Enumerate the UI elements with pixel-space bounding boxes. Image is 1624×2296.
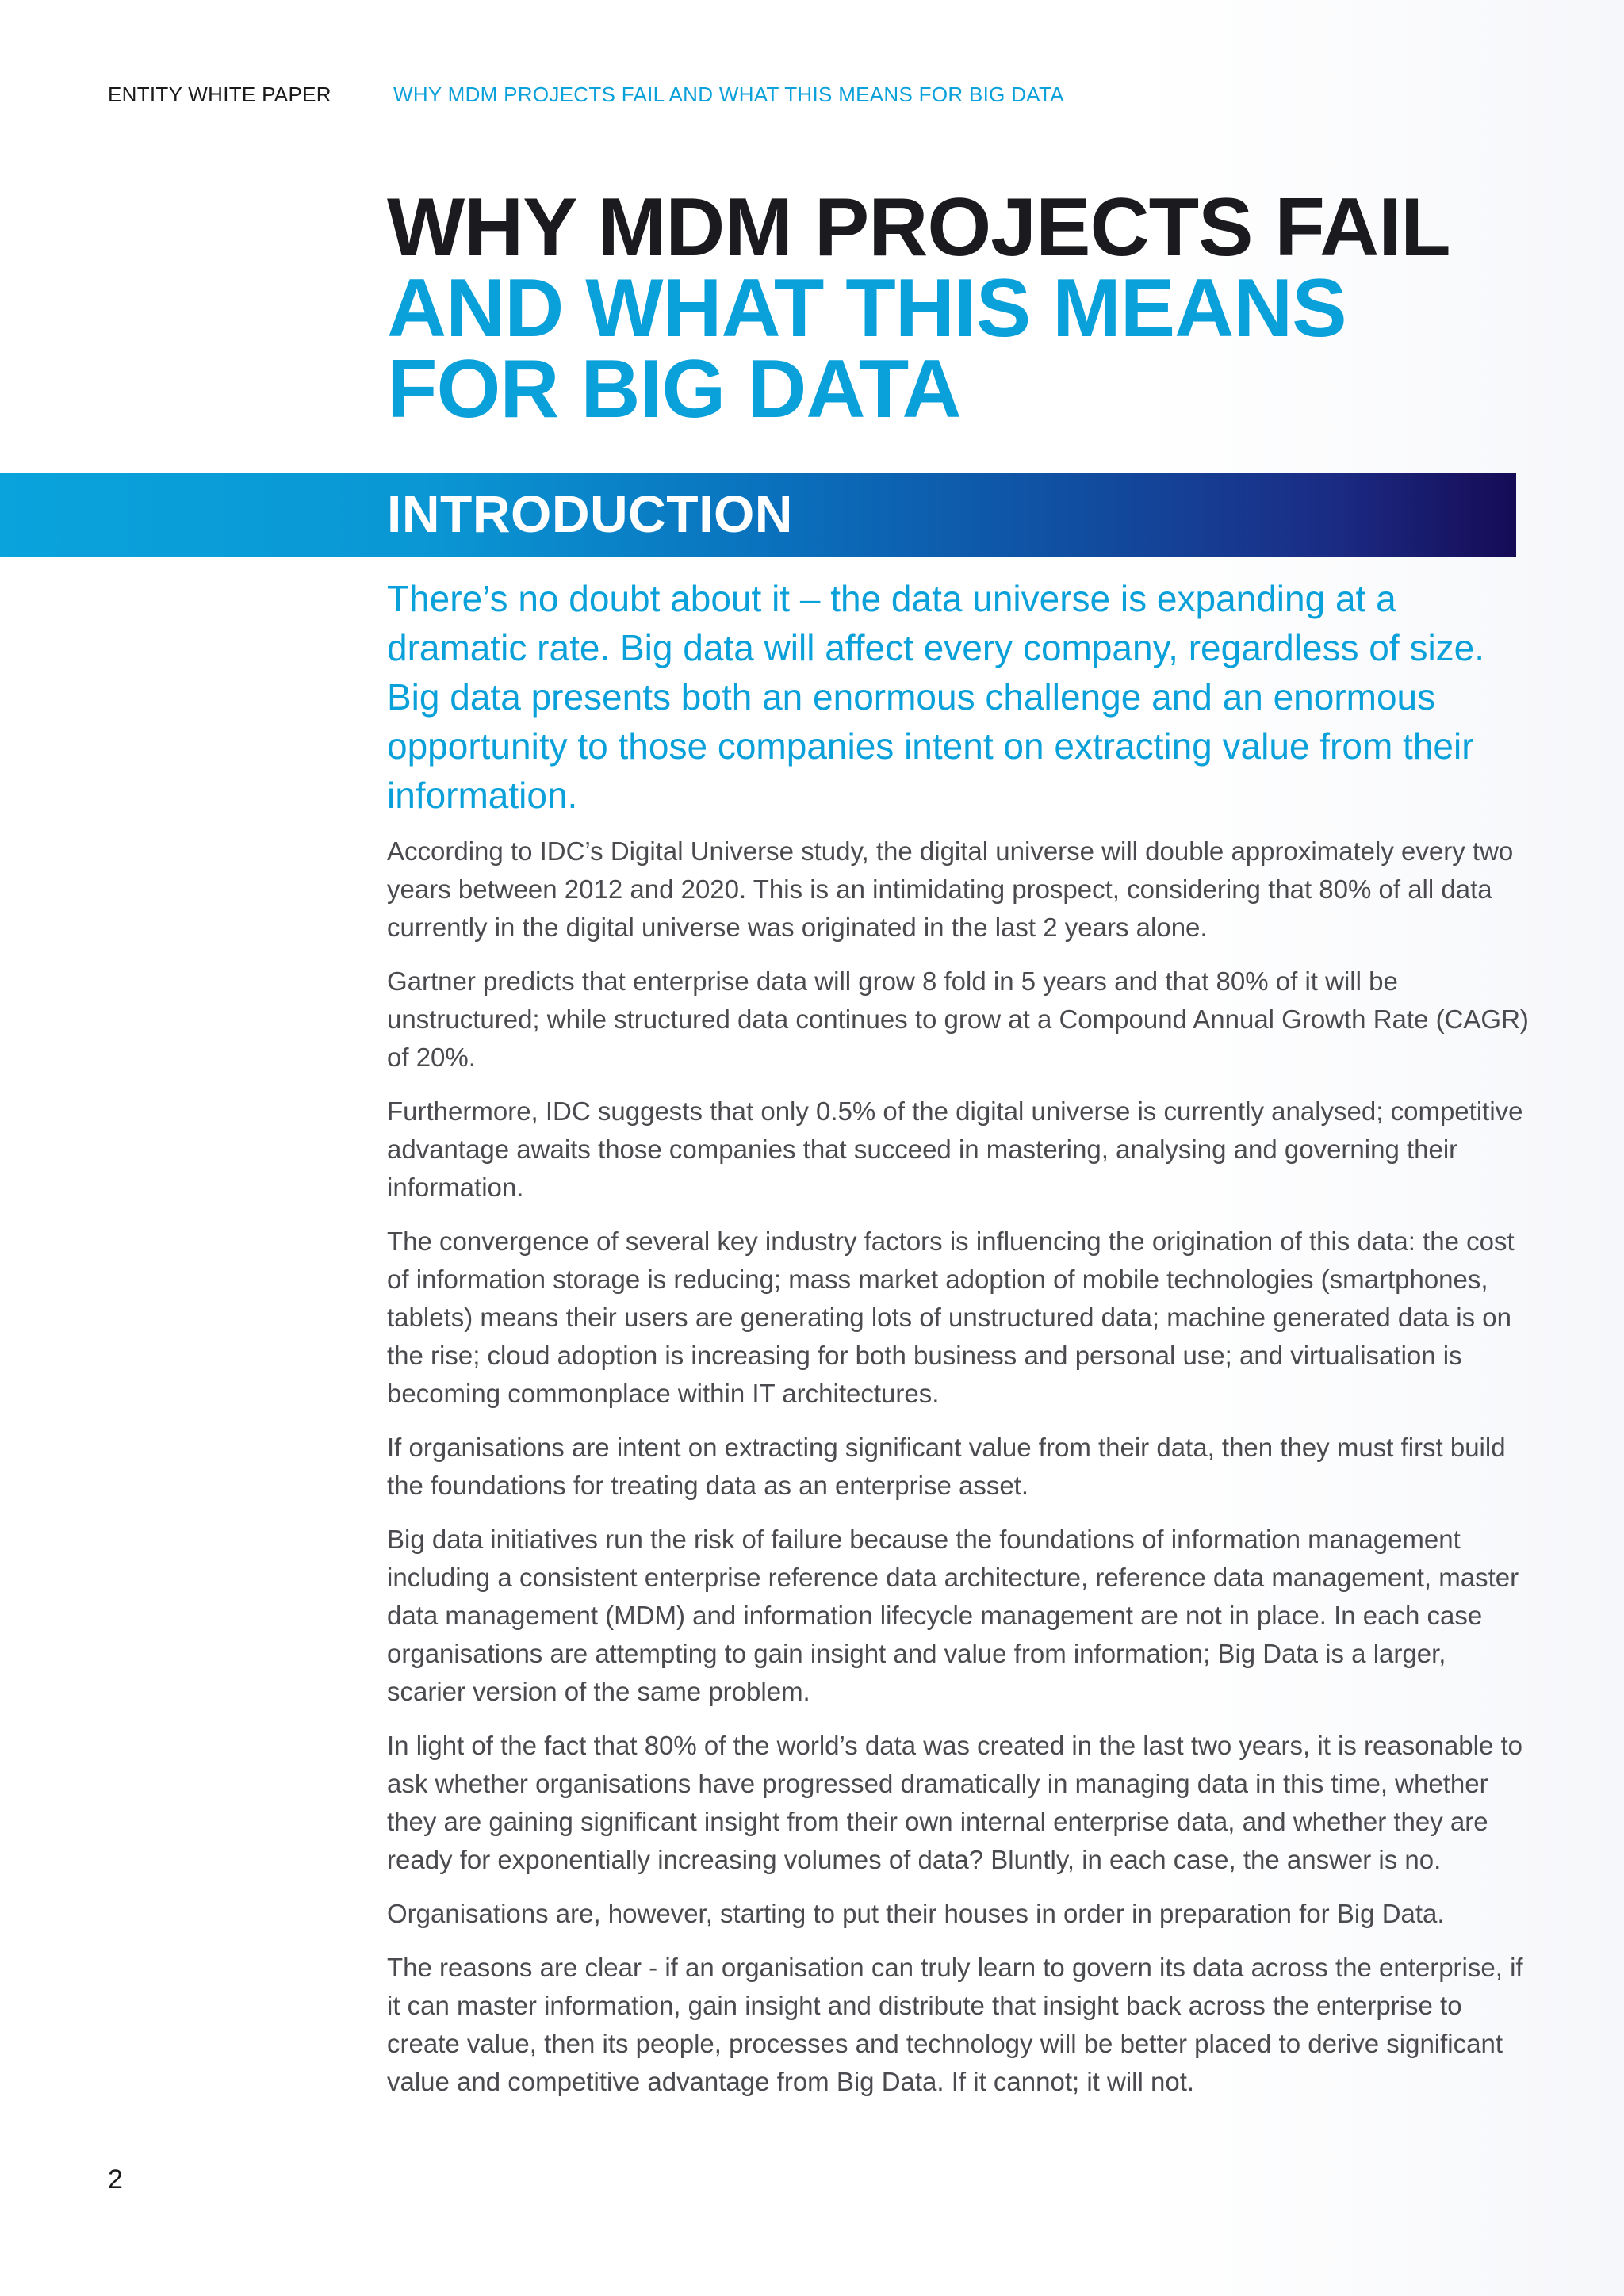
body-paragraph: According to IDC’s Digital Universe study, the digital universe will double approximately every two years between 2012 and 2020. This is an intimidating prospect, considering that 80% of all data currently in the digital universe was originated in the last 2 years alone. xyxy=(387,836,1514,942)
body-paragraph: Organisations are, however, starting to put their houses in order in preparation for Big Data. xyxy=(387,1899,1445,1928)
running-header xyxy=(108,82,1064,107)
body-paragraph: Gartner predicts that enterprise data will grow 8 fold in 5 years and that 80% of it will be unstructured; while structured data continues to grow at a Compound Annual Growth Rate (CAGR) of 20%. xyxy=(387,966,1529,1072)
body-paragraph: The reasons are clear - if an organisation can truly learn to govern its data across the enterprise, if it can master information, gain insight and distribute that insight back across the enterprise to create value, then its people, processes and technology will be better placed to derive significant value and competitive advantage from Big Data. If it cannot; it will not. xyxy=(387,1953,1523,2096)
title-line-1: WHY MDM PROJECTS FAIL xyxy=(387,182,1450,274)
body-paragraph: Big data initiatives run the risk of failure because the foundations of information management including a consistent enterprise reference data architecture, reference data management, master data management (MDM) and information lifecycle management are not in place. In each case organisations are attempting to gain insight and value from information; Big Data is a larger, scarier version of the same problem. xyxy=(387,1525,1519,1706)
document-type-label: ENTITY WHITE PAPER xyxy=(108,82,331,106)
introduction-body xyxy=(387,574,1529,2117)
running-section-title: WHY MDM PROJECTS FAIL AND WHAT THIS MEANS FOR BIG DATA xyxy=(393,82,1064,106)
page-title xyxy=(387,182,1545,435)
body-paragraph: If organisations are intent on extracting significant value from their data, then they must first build the foundations for treating data as an enterprise asset. xyxy=(387,1433,1506,1500)
introduction-banner xyxy=(0,473,1516,557)
introduction-heading: INTRODUCTION xyxy=(387,484,793,543)
body-paragraph: In light of the fact that 80% of the world’s data was created in the last two years, it is reasonable to ask whether organisations have progressed dramatically in managing data in this time, whether they are gaining significant insight from their own internal enterprise data, and whether they are ready for exponentially increasing volumes of data? Bluntly, in each case, the answer is no. xyxy=(387,1731,1523,1874)
title-line-3: FOR BIG DATA xyxy=(387,343,961,435)
body-paragraph: The convergence of several key industry factors is influencing the origination of this data: the cost of information storage is reducing; mass market adoption of mobile technologies (smartphones, tablets) means their users are generating lots of unstructured data; machine generated data is on the rise; cloud adoption is increasing for both business and personal use; and virtualisation is becoming commonplace within IT architectures. xyxy=(387,1226,1515,1408)
title-line-2: AND WHAT THIS MEANS xyxy=(387,262,1346,354)
page-number: 2 xyxy=(108,2164,123,2195)
body-paragraph: Furthermore, IDC suggests that only 0.5% of the digital universe is currently analysed; competitive advantage awaits those companies that succeed in mastering, analysing and governing their information. xyxy=(387,1096,1523,1202)
lead-paragraph: There’s no doubt about it – the data universe is expanding at a dramatic rate. Big data will affect every company, regardless of size. Big data presents both an enormous challenge and an enormous opportunity to those companies intent on extracting value from their information. xyxy=(387,578,1485,816)
